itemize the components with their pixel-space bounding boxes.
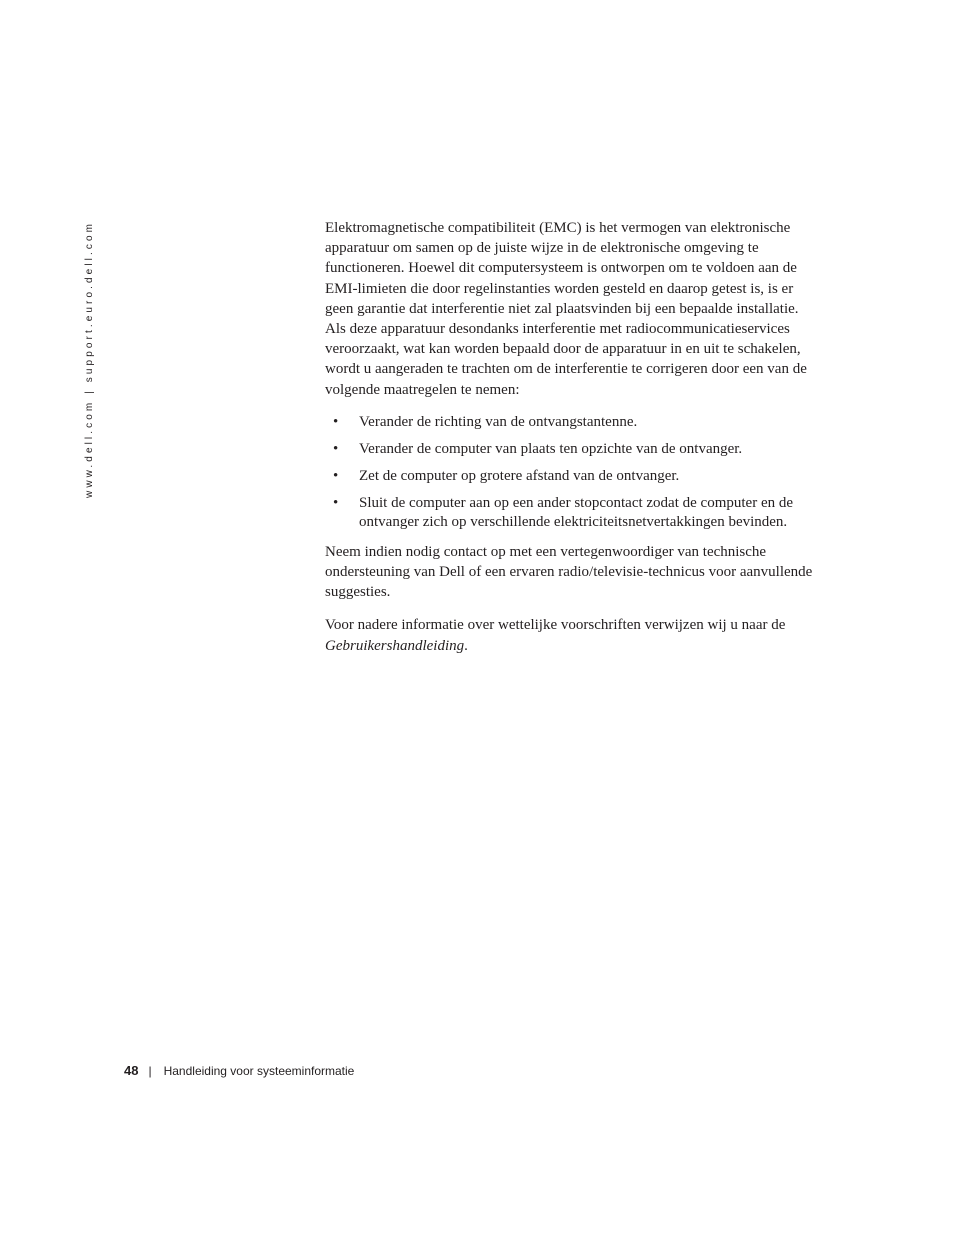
bullet-icon: • (333, 413, 339, 430)
bullet-list (325, 413, 817, 532)
list-item-text: Verander de richting van de ontvangstantenne. (359, 413, 638, 430)
list-item-text: Verander de computer van plaats ten opzichte van de ontvanger. (359, 440, 743, 457)
list-item (325, 494, 817, 532)
bullet-icon: • (333, 467, 339, 484)
list-item-text: Zet de computer op grotere afstand van de ontvanger. (359, 467, 680, 484)
info-end: . (464, 637, 468, 654)
info-text: Voor nadere informatie over wettelijke voorschriften verwijzen wij u naar de (325, 617, 786, 634)
footer-separator: | (148, 1064, 152, 1078)
list-item (325, 440, 817, 459)
list-item (325, 413, 817, 432)
info-paragraph (325, 615, 817, 655)
contact-paragraph: Neem indien nodig contact op met een vertegenwoordiger van technische ondersteuning van Dell of een ervaren radio/televisie-technicus voor aanvullende suggesties. (325, 543, 813, 601)
page-footer (124, 1063, 354, 1078)
footer-title: Handleiding voor systeeminformatie (163, 1064, 355, 1078)
bullet-icon: • (333, 440, 339, 457)
manual-title: Gebruikershandleiding (325, 637, 465, 654)
bullet-icon: • (333, 494, 339, 511)
main-content (325, 218, 817, 656)
sidebar-url: www.dell.com | support.euro.dell.com (84, 220, 95, 498)
intro-paragraph: Elektromagnetische compatibiliteit (EMC) is het vermogen van elektronische apparatuur om samen op de juiste wijze in de elektronische omgeving te functioneren. Hoewel dit computersysteem is ontworpen om te voldoen aan de EMI-limieten die door regelinstanties worden gesteld en daarop getest is, is er geen garantie dat interferentie niet zal plaatsvinden bij een bepaalde installatie. Als deze apparatuur desondanks interferentie met radiocommunicatieservices veroorzaakt, wat kan worden bepaald door de apparatuur in en uit te schakelen, wordt u aangeraden te trachten om de interferentie te corrigeren door een van de volgende maatregelen te nemen: (325, 220, 807, 398)
page-number: 48 (124, 1063, 139, 1078)
list-item-text: Sluit de computer aan op een ander stopcontact zodat de computer en de ontvanger zich op verschillende elektriciteitsnetvertakkingen bevinden. (359, 494, 794, 530)
list-item (325, 467, 817, 486)
